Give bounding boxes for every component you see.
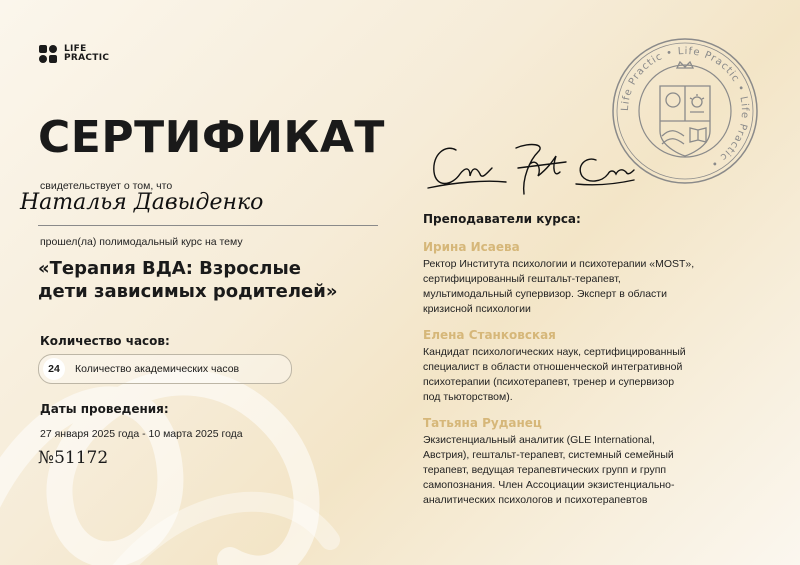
logo-line1: LIFE	[64, 44, 87, 54]
hours-badge	[38, 354, 292, 384]
brand-logo	[38, 44, 109, 64]
stamp-ring-text: Life Practic • Life Practic • Life Practic •	[619, 45, 751, 170]
teacher-item	[423, 328, 763, 405]
teacher-description	[423, 257, 763, 317]
teachers-section	[423, 212, 763, 519]
teacher-desc-line: под тьюторством).	[423, 391, 513, 403]
teacher-name: Татьяна Руданец	[423, 416, 542, 430]
hours-label: Количество часов:	[40, 334, 170, 348]
teacher-description	[423, 345, 763, 405]
teachers-heading: Преподаватели курса:	[423, 212, 581, 226]
course-title	[38, 257, 398, 303]
sun-icon	[692, 97, 702, 107]
teacher-desc-line: специалист в области отношенческой интегративной	[423, 361, 683, 373]
course-title-line1: «Терапия ВДА: Взрослые	[38, 258, 301, 279]
waves-icon	[662, 131, 684, 144]
hours-unit-text: Количество академических часов	[75, 363, 240, 375]
certificate-title: СЕРТИФИКАТ	[38, 112, 385, 163]
witness-text: свидетельствует о том, что	[40, 180, 173, 192]
signature-2-icon	[516, 145, 566, 194]
certificate-number: №51172	[38, 448, 109, 468]
dates-value: 27 января 2025 года - 10 марта 2025 года	[40, 428, 243, 440]
teacher-desc-line: самопознания. Член Ассоциации экзистенциально-	[423, 479, 675, 491]
teacher-desc-line: терапевт, ведущая терапевтических групп и групп	[423, 464, 667, 476]
teacher-name: Елена Станковская	[423, 328, 556, 342]
course-title-line2: дети зависимых родителей»	[38, 281, 338, 302]
life-practic-logo-icon	[38, 44, 58, 64]
teacher-name: Ирина Исаева	[423, 240, 520, 254]
teacher-desc-line: кризисной психологии	[423, 303, 531, 315]
teacher-item	[423, 416, 763, 508]
globe-icon	[666, 93, 680, 107]
teacher-description	[423, 433, 763, 508]
name-underline	[38, 225, 378, 226]
hours-value: 24	[43, 358, 65, 380]
teacher-desc-line: психотерапии (психотерапевт, тренер и супервизор	[423, 376, 675, 388]
completed-text: прошел(ла) полимодальный курс на тему	[40, 236, 243, 248]
teacher-desc-line: Австрия), гештальт-терапевт, системный семейный	[423, 449, 674, 461]
teacher-desc-line: сертифицированный гештальт-терапевт,	[423, 273, 621, 285]
teacher-desc-line: мультимодальный супервизор. Эксперт в области	[423, 288, 667, 300]
stamp-seal	[610, 36, 760, 186]
teacher-desc-line: Ректор Института психологии и психотерапии «MOST»,	[423, 258, 695, 270]
dates-label: Даты проведения:	[40, 402, 169, 416]
signature-1-icon	[428, 148, 506, 188]
teacher-desc-line: аналитических психологов и психотерапевтов	[423, 494, 648, 506]
logo-line2: PRACTIC	[64, 53, 110, 63]
signatures	[426, 138, 636, 200]
teacher-desc-line: Кандидат психологических наук, сертифицированный	[423, 346, 686, 358]
book-icon	[690, 128, 706, 142]
recipient-name: Наталья Давыденко	[20, 190, 264, 215]
teacher-desc-line: Экзистенциальный аналитик (GLE International,	[423, 434, 655, 446]
teacher-item	[423, 240, 763, 317]
